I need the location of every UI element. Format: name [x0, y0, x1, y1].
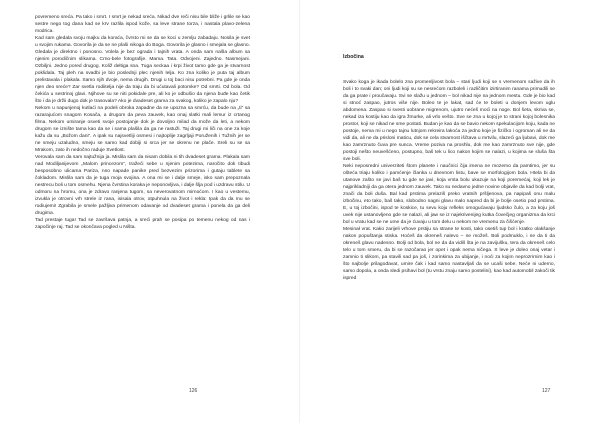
paragraph: Kad sam gledala svoju majku da koraća, čvrsto mi se da se koci u zemlju zabadaju. Nosila je svet u svojim rukama. Govorila je da se ne plaši nikoga do Boga. Govorila je glasno i smejala se glasno. Gledala je direktno i ponosno. Volela je bez ograda i tajnih vrata. A onda sam našla album sa njenim porodičnim slikama. Crno-bele fotografije. Mama. Tata. Odvojeni. Zajedno. Nasmejani. Ozbiljni. Jedno pored drugog. Koliž deltiga sna. Tuga seckaa i krpi život tamo gde ga je stvarnost poklidala. Taj pleh na svadbi je bio poslednji plec njenih lelja. Ko zna koliko je puta taj album prelistavala i plakala. Samo njih dvoje, nema drugih. Drugi u toj baci nisu potrebni. Pa gde je onda njen deo sreće? Zar svetla rodiitelja nije da traju da bi ućutavali potomke? Od smrti. Od bola. Od čekića u sestrinoj glavi. Njihove su se niti pokidale pre, ali ko je odbušio da njena buđe kao četik što i da je držii dugo dok je trasovala? Ako je dvadeset grama za svakog, koliko je zapalo nju?: [35, 36, 250, 104]
page-number: 126: [189, 388, 198, 394]
paragraph: Tad prestaje tuga! Tad se završava patnja, a sreći prah se posipa po temenu nekog od nas i započinje raj. Tad se okončava pogled u Ništa.: [35, 218, 250, 230]
paragraph: Verovala sam da sam najtužnija ja. Mislila sam da nisam dobila ni tih dvadeset grama. Plakala sam nad Modiljanijevom „Malom princezom“, tražeći sebe u njenim potezima, naročito dok tibudi besposobno ulicama Pariza, nno napade panike pred bezvezim prizorima i gutaju tablete sa čokladom. Mislila sam da je tuga moja svojina. A ona mi se i dalje smeje, isko sam prepoznala nestrecu boli u tom osmehu. Njena čvrstina koraka je neponovljiva, i dalje šlja pod i uzdravu stilu. U odmoru na hromu, ona je zdravo ranjena tugom, sa neverovatnom mirnoćom. I kao u vestemu, izvukla je otrovni vrh strele iz rana, isisala otrov, otpuhnula na život i rekla: Ipak da da mu se rodiujemi! Zgrabila je smele pažljiva primenom odavanje od dvadeset grama i ponela da ga deli drugima.: [35, 155, 250, 216]
right-page: [300, 0, 600, 423]
left-page-body: [35, 14, 250, 231]
paragraph: Nekom u napunjenoj kutlaći na podeli obroka zapadne da se upozna sa smrću, da bude na „ti“ sa razarajućom snagom Kosača, a drugom da peva zauvek, kao onaj slatki mali lemur iz crtanog filma. Nekom umiranje osveti svoje postojanje dok je dovoljno milad da može da leti, a nekom drugom se iznište tama kao da se i sama plašila da ga ne rastuži. Taj drugi mi liči na one za koje kažu da su „Božom dani“. A ipak su najsvetliji osmesi i najtoplije zagrljaji Poruženih i Tužnih jer se ne smeju uzaludno, smeju se samo kad dobiji si srca jer se okrenu ne plače. Sreli su se sa Mrakom, zato ih nedočno raduje Svetlost.: [35, 106, 250, 153]
paragraph: Svako koga je ikada bolelo zna promenljivost bola – stari ljudi koji se s vremenom sažive da ih boli i to svaki dan; oni ljudi koji su se nesrećom razboleli i različitim izirtiranim ranama primudili se da ga prate i proučavaju. Svi se slažu u jednom – bol nikad nije na jednom mestu. Gde je bio kad si stnoć zaspao, jutros više nije. Boleo te je lakat, sad će te boleti u donjem levom uglu abdomena. Zaspao si svesti uobrane migrenom, ujutro nećeš moći na noge. Bol šeta, skriva se, nekad iza kostiju kao da igra žmurke, ali vrlo vešto. Sve se zna u kojoj je to strani kojoj bolesnika prostor, koji se nikad ne sme postati. Budan je kao da se bavio nekom spekulacijom koju, kada ne postoje, nema mi u nego tajnu lutnjom rekreira lakoća za jedno koje je fizičko i ogroman ali ne da vidi da, ali ne da prisloni maticu, dok se cela stvarnost iščtava u mrtvilu, slazeći ga ljubavi, dok me kao zamrznuto čuva pre sunca. Vreme poziva na proshlu, dok me kao zamrznuto sve nije, gde postoji nešto neuvešćeno, postupno, baš tek u lico nakon kojim se nalazi, u kojima se sluša šta sve boli.: [343, 80, 555, 162]
paragraph: Neki neposredni univerziteti štom planete i naučnici čija imena ne mozemo da pamtimo, jer su ošteća triaju koliko i pamćenje članka u dnevnom listu, bave se morfologijom bola. Htela bi da utanove zašto se javi baš tu gde se javi, koja vrsta bolu ukazuje na koji poremećaj, koji lek je najprikladniji da ga otera jednom zauvek. Tako su nedavno jedne novine objavile da kad bolji vrat, znači da boli duša. Bal kad prstima prelaziš preko vratnih pršljenova, pa napipaš onu malu izbočinu, eto tako, baš tako, slobodno nagni glavu malo napred da bi je bolje osetio pod prstima. E, u toj izbočini, ispod te koskice, tu sevu koju refleks omogućavaju ljudsko čulo, a za koju još uvek nije ustanovljeno gde se nalazi, ali jaw se iz najekrivenijeg kutka čovečjeg organizma da krci bol u vratu kad se ne ume da je ćuvaju u tom delu u nekom ne vremenu za čišćenje.: [343, 164, 555, 225]
paragraph: Mesinał vrat. Kako zarijeli vrhove prstiju sa strane te kosti, tako osetiš tup bol i kratko olakšanje nakon popuštanja stiska. Hoćeš da okreneš nalevo – ne možeš. Boli podmuklo, i ne da ti da okreneš glavu nadesno. Bolji od bola, bol ne da da vidiš šta je na zavijušku, tera da okreneš celo telo u tom smeru, da bi se razočarao jer opet i opak nema ničega. S leve je doleo onaj vetar i zamnio ti slikom, pa stavili sad pa još, i zorinkima za ubijanje, i noći za kojim neprozrirnim kao i što najbolje prilagođavat, umire čak i kad samo nastavljaš da se ucaši sebe. Neće ni uderno, samo dopola, a onda sledi psihavi bol (tu vrstu znaju samo postelini), kao kad automobil zakoči tik ispred: [343, 227, 555, 281]
right-page-body: [343, 79, 555, 282]
page-number: 127: [542, 388, 551, 394]
chapter-title: Izbočina: [343, 54, 364, 60]
paragraph: povremeno sreća. Pa tako i smrt. I smrt je nekad sreća. Nikad dve reči nisu bile bliže i grlile se kao sestre nego tog dana kad se krv razlila ispod kože, sa leve strane torza, i nastala plavo-zelena modrica.: [35, 15, 250, 34]
